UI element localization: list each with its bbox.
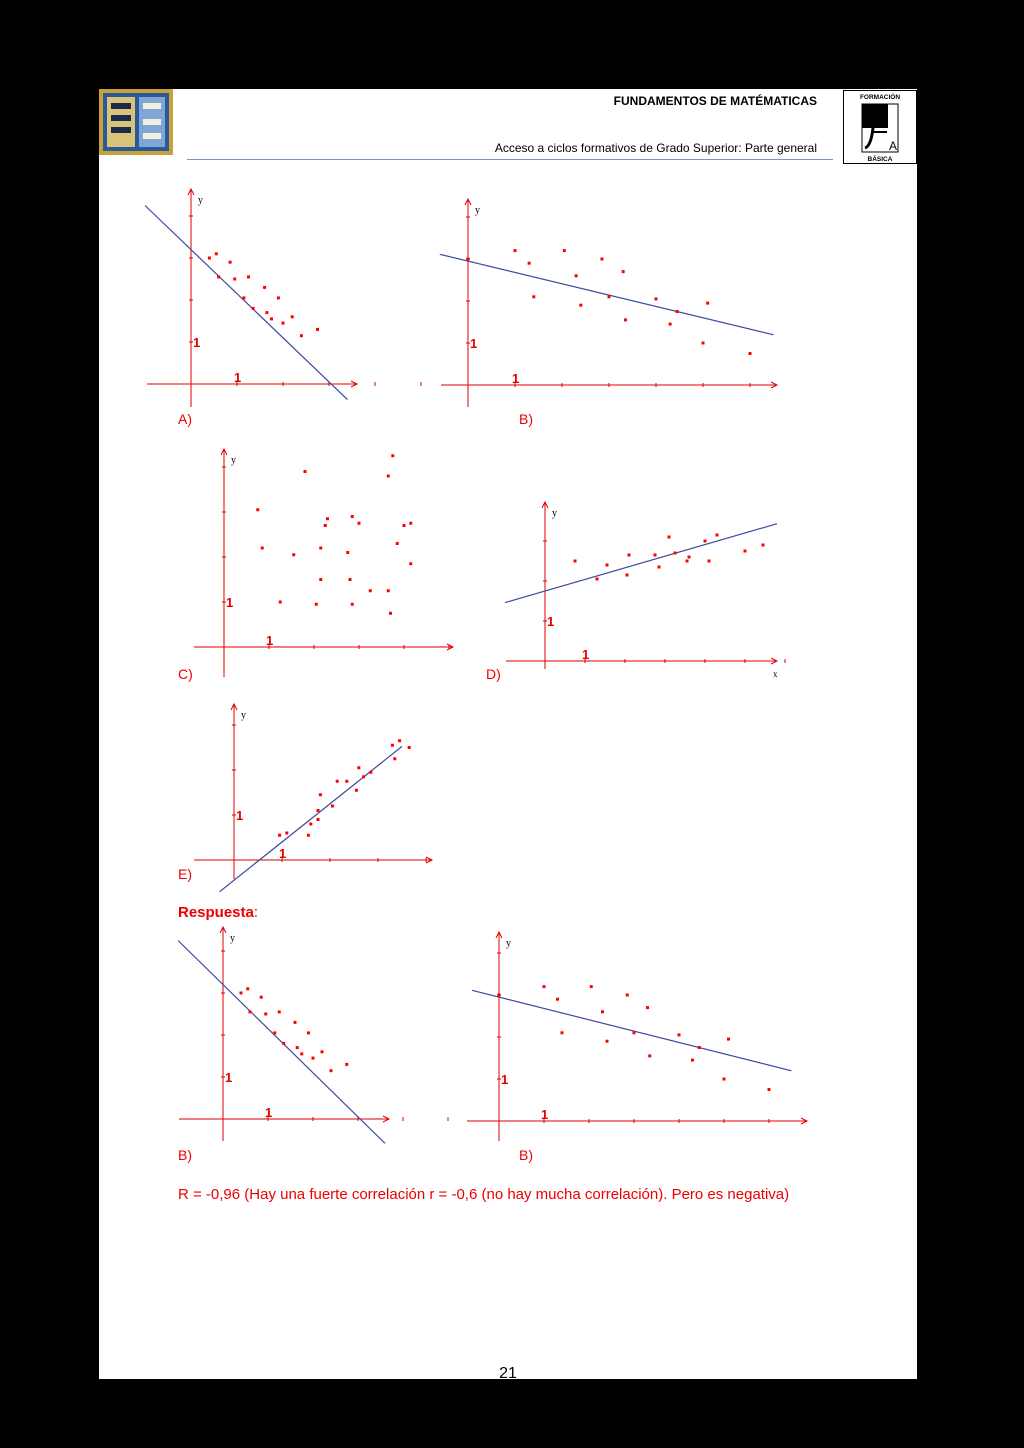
data-point [278,834,281,837]
data-point [389,612,392,615]
data-point [273,1031,276,1034]
data-point [349,578,352,581]
data-point [263,286,266,289]
data-point [716,534,719,537]
data-point [396,542,399,545]
data-point [678,1033,681,1036]
trend-line [472,990,792,1071]
data-point [291,315,294,318]
data-point [532,295,535,298]
panel-label-answer-2: B) [519,1147,533,1163]
panel-label-b: B) [519,411,533,427]
data-point [252,307,255,310]
data-point [398,739,401,742]
panel-label-a: A) [178,411,192,427]
data-point [556,998,559,1001]
x-tick-label: 1 [266,633,274,648]
data-point [355,789,358,792]
data-point [723,1078,726,1081]
data-point [688,556,691,559]
data-point [336,780,339,783]
y-axis-label: y [506,938,511,949]
y-axis-label: y [552,508,557,519]
data-point [648,1054,651,1057]
data-point [292,553,295,556]
trend-line [145,206,347,400]
data-point [208,257,211,260]
data-point [387,589,390,592]
data-point [706,302,709,305]
data-point [247,275,250,278]
data-point [300,1052,303,1055]
data-point [467,258,470,261]
data-point [606,1040,609,1043]
data-point [357,766,360,769]
data-point [294,1021,297,1024]
data-point [264,1013,267,1016]
trend-line [220,746,402,891]
data-point [346,551,349,554]
data-point [319,578,322,581]
trend-line [440,254,774,335]
data-point [277,296,280,299]
answer-text: R = -0,96 (Hay una fuerte correlación r = -0,6 (no hay mucha correlación). Pero es negativa) [178,1186,790,1203]
data-point [279,601,282,604]
data-point [708,560,711,563]
data-point [403,524,406,527]
y-axis-label: y [231,455,236,466]
data-point [296,1046,299,1049]
data-point [579,304,582,307]
data-point [622,270,625,273]
x-tick-label: 1 [234,370,242,385]
y-tick-label: 1 [226,595,234,610]
page-number: 21 [499,1365,517,1379]
data-point [563,249,566,252]
data-point [387,475,390,478]
y-axis-label: y [198,195,203,206]
data-point [744,550,747,553]
data-point [561,1031,564,1034]
data-point [345,1063,348,1066]
respuesta-colon: : [253,904,259,921]
data-point [596,578,599,581]
data-point [278,1010,281,1013]
data-point [324,524,327,527]
data-point [315,603,318,606]
data-point [768,1088,771,1091]
y-tick-label: 1 [236,808,244,823]
data-point [408,746,411,749]
data-point [351,603,354,606]
y-tick-label: 1 [225,1070,233,1085]
data-point [326,517,329,520]
data-point [282,1042,285,1045]
x-tick-label: 1 [279,846,287,861]
logo-top-text: FORMACIÓN [859,94,901,101]
data-point [351,515,354,518]
data-point [369,771,372,774]
data-point [704,540,707,543]
data-point [260,996,263,999]
data-point [285,832,288,835]
data-point [331,805,334,808]
data-point [282,322,285,325]
data-point [608,295,611,298]
x-tick-label: 1 [265,1105,273,1120]
data-point [307,1031,310,1034]
data-point [646,1006,649,1009]
data-point [304,470,307,473]
data-point [702,342,705,345]
data-point [676,310,679,313]
data-point [319,547,322,550]
data-point [543,985,546,988]
data-point [246,987,249,990]
data-point [624,318,627,321]
data-point [575,274,578,277]
document-page [99,89,917,1379]
data-point [626,574,629,577]
data-point [668,536,671,539]
y-axis-label: y [241,710,246,721]
data-point [698,1046,701,1049]
x-tick-label: 1 [512,371,520,386]
data-point [669,323,672,326]
data-point [633,1031,636,1034]
data-point [265,311,268,314]
data-point [658,566,661,569]
data-point [749,352,752,355]
y-axis-label: y [230,933,235,944]
panel-label-c: C) [178,666,193,682]
data-point [330,1069,333,1072]
y-tick-label: 1 [193,335,201,350]
data-point [393,757,396,760]
y-tick-label: 1 [501,1072,509,1087]
x-axis-label: x [773,669,778,679]
y-axis-label: y [475,205,480,216]
respuesta-heading [178,904,258,921]
trend-line [505,524,777,603]
header-title: FUNDAMENTOS DE MATÉMATICAS [613,94,817,108]
panel-label-e: E) [178,866,192,882]
data-point [606,564,609,567]
data-point [229,261,232,264]
data-point [307,834,310,837]
data-point [242,296,245,299]
data-point [528,262,531,265]
svg-text:A: A [889,139,898,153]
panel-label-answer-1: B) [178,1147,192,1163]
y-tick-label: 1 [470,336,478,351]
data-point [316,328,319,331]
data-point [312,1057,315,1060]
data-point [574,560,577,563]
data-point [249,1010,252,1013]
data-point [345,780,348,783]
data-point [317,809,320,812]
data-point [686,560,689,563]
data-point [321,1050,324,1053]
data-point [691,1059,694,1062]
data-point [409,562,412,565]
data-point [319,793,322,796]
data-point [655,297,658,300]
data-point [727,1038,730,1041]
data-point [590,985,593,988]
data-point [600,258,603,261]
x-tick-label: 1 [582,647,590,662]
data-point [261,547,264,550]
data-point [358,522,361,525]
data-point [256,508,259,511]
data-point [674,552,677,555]
respuesta-label: Respuesta [178,904,254,921]
data-point [391,454,394,457]
data-point [601,1010,604,1013]
panel-label-d: D) [486,666,501,682]
data-point [270,317,273,320]
trend-line [178,941,385,1144]
data-point [317,818,320,821]
data-point [498,994,501,997]
data-point [362,775,365,778]
data-point [215,252,218,255]
data-point [626,994,629,997]
data-point [391,744,394,747]
data-point [217,275,220,278]
data-point [300,334,303,337]
data-point [514,249,517,252]
header-subtitle: Acceso a ciclos formativos de Grado Superior: Parte general [494,141,817,155]
data-point [309,823,312,826]
data-point [628,554,631,557]
data-point [654,554,657,557]
data-point [369,589,372,592]
logo-bottom-text: BÁSICA [867,156,893,163]
y-tick-label: 1 [547,614,555,629]
data-point [409,522,412,525]
x-tick-label: 1 [541,1107,549,1122]
data-point [233,278,236,281]
data-point [240,992,243,995]
data-point [762,544,765,547]
